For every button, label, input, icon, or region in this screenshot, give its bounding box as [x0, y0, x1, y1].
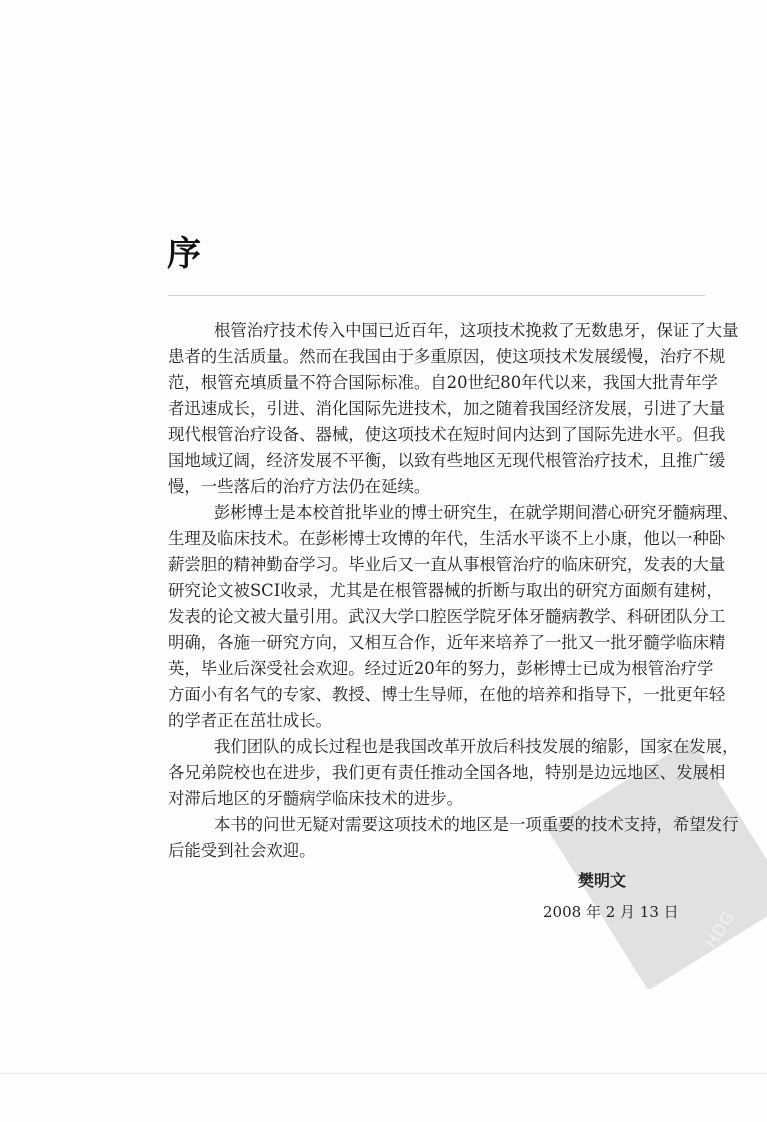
text-line: 的学者正在茁壮成长。: [168, 711, 332, 730]
text-line: 薪尝胆的精神勤奋学习。毕业后又一直从事根管治疗的临床研究，发表的大量: [168, 555, 726, 574]
text-line: 者迅速成长，引进、消化国际先进技术，加之随着我国经济发展，引进了大量: [168, 399, 726, 418]
text-line: 根管治疗技术传入中国已近百年，这项技术挽救了无数患牙，保证了大量: [214, 321, 739, 340]
text-line: 研究论文被SCI收录，尤其是在根管器械的折断与取出的研究方面颇有建树，: [168, 581, 723, 600]
title-divider: [168, 295, 705, 296]
text-line: 范，根管充填质量不符合国际标准。自20世纪80年代以来，我国大批青年学: [168, 373, 718, 392]
preface-body: [168, 318, 739, 864]
text-line: 国地域辽阔，经济发展不平衡，以致有些地区无现代根管治疗技术，且推广缓: [168, 451, 726, 470]
text-line: 现代根管治疗设备、器械，使这项技术在短时间内达到了国际先进水平。但我: [168, 425, 726, 444]
text-line: 英，毕业后深受社会欢迎。经过近20年的努力，彭彬博士已成为根管治疗学: [168, 659, 714, 678]
paragraph: [168, 500, 739, 734]
paragraph: [168, 734, 739, 812]
text-line: 本书的问世无疑对需要这项技术的地区是一项重要的技术支持，希望发行: [214, 815, 739, 834]
text-line: 对滞后地区的牙髓病学临床技术的进步。: [168, 789, 464, 808]
page-bottom-edge: [0, 1073, 767, 1074]
paragraph: [168, 812, 739, 864]
text-line: 生理及临床技术。在彭彬博士攻博的年代，生活水平谈不上小康，他以一种卧: [168, 529, 726, 548]
watermark-seal-text: HDG: [701, 907, 739, 952]
text-line: 各兄弟院校也在进步，我们更有责任推动全国各地，特别是边远地区、发展相: [168, 763, 726, 782]
text-line: 患者的生活质量。然而在我国由于多重原因，使这项技术发展缓慢，治疗不规: [168, 347, 726, 366]
text-line: 慢，一些落后的治疗方法仍在延续。: [168, 477, 431, 496]
signature-author: 樊明文: [578, 871, 627, 890]
text-line: 彭彬博士是本校首批毕业的博士研究生，在就学期间潜心研究牙髓病理、: [214, 503, 739, 522]
text-line: 我们团队的成长过程也是我国改革开放后科技发展的缩影，国家在发展，: [214, 737, 739, 756]
text-line: 后能受到社会欢迎。: [168, 841, 316, 860]
text-line: 明确，各施一研究方向，又相互合作，近年来培养了一批又一批牙髓学临床精: [168, 633, 726, 652]
text-line: 发表的论文被大量引用。武汉大学口腔医学院牙体牙髓病教学、科研团队分工: [168, 607, 726, 626]
paragraph: [168, 318, 739, 500]
signature-date: 2008 年 2 月 13 日: [543, 903, 679, 921]
page-title: 序: [167, 234, 201, 274]
text-line: 方面小有名气的专家、教授、博士生导师，在他的培养和指导下，一批更年轻: [168, 685, 726, 704]
